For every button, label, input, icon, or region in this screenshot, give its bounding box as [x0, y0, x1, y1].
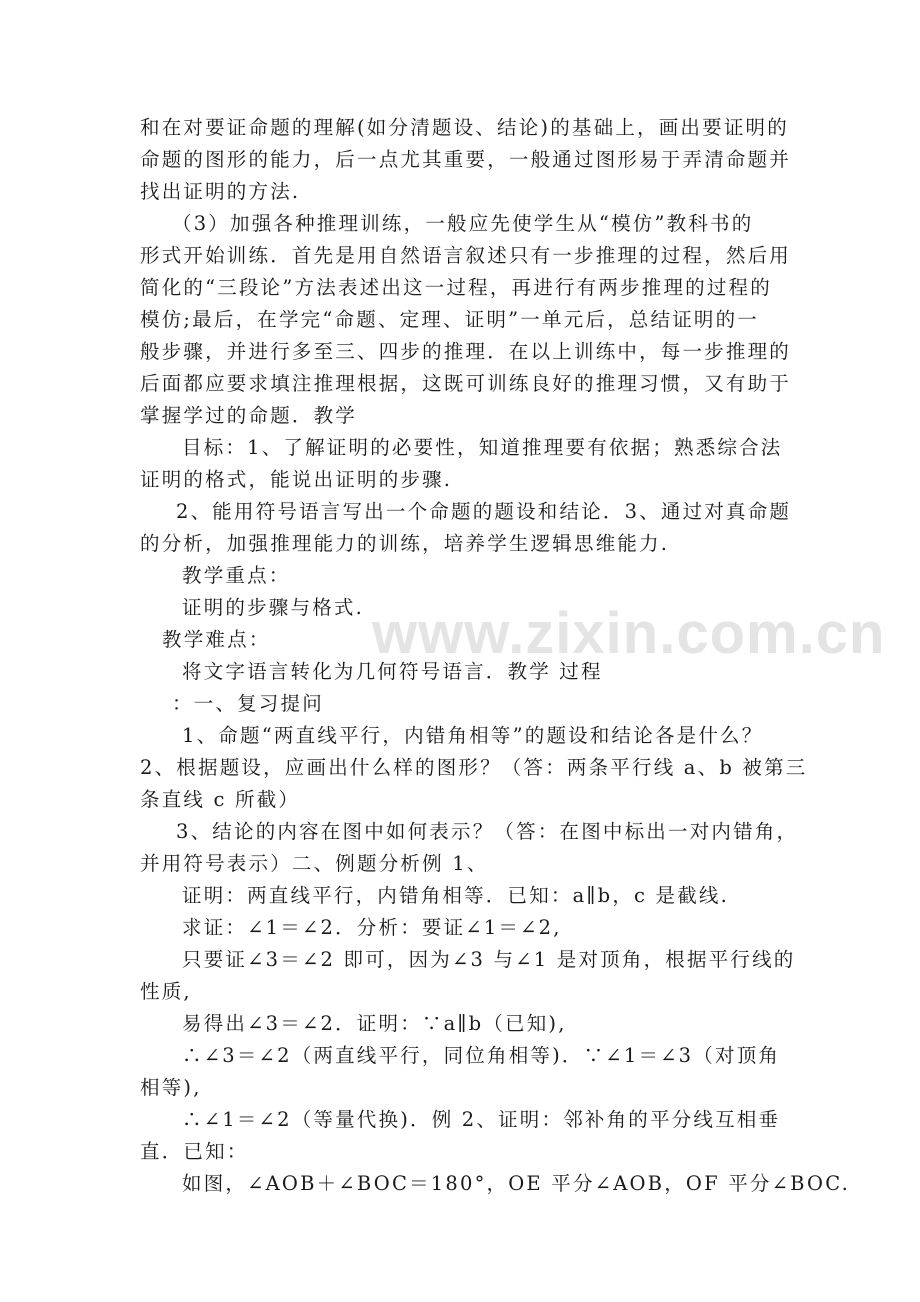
text-line: 的分析，加强推理能力的训练，培养学生逻辑思维能力.: [140, 532, 670, 555]
text-line: 简化的“三段论”方法表述出这一过程，再进行有两步推理的过程的: [140, 276, 772, 299]
text-line: 目标：1、了解证明的必要性，知道推理要有依据；熟悉综合法: [182, 436, 783, 459]
watermark: www.zixin.com.cn: [372, 601, 886, 666]
text-line: （3）加强各种推理训练，一般应先使学生从“模仿”教科书的: [172, 212, 754, 235]
text-line: 掌握学过的命题．教学: [140, 404, 358, 427]
text-line: 3、结论的内容在图中如何表示？（答：在图中标出一对内错角，: [176, 820, 799, 843]
text-line: 性质,: [140, 980, 192, 1003]
text-line: 命题的图形的能力，后一点尤其重要，一般通过图形易于弄清命题并: [140, 148, 792, 171]
text-line: 只要证∠3＝∠2 即可，因为∠3 与∠1 是对顶角，根据平行线的: [182, 948, 796, 971]
text-line: 证明的步骤与格式.: [182, 596, 364, 619]
text-line: 相等),: [140, 1076, 202, 1099]
text-line: ∴∠1＝∠2（等量代换)．例 2、证明：邻补角的平分线互相垂: [182, 1108, 781, 1131]
text-line: 1、命题“两直线平行，内错角相等”的题设和结论各是什么？: [182, 724, 764, 747]
text-line: ：一、复习提问: [172, 692, 324, 715]
text-line: 和在对要证命题的理解(如分清题设、结论)的基础上，画出要证明的: [140, 116, 789, 139]
text-line: 后面都应要求填注推理根据，这既可训练良好的推理习惯，又有助于: [140, 372, 792, 395]
text-line: 形式开始训练．首先是用自然语言叙述只有一步推理的过程，然后用: [140, 244, 792, 267]
text-line: 证明的格式，能说出证明的步骤.: [140, 468, 453, 491]
text-line: 条直线 c 所截）: [140, 788, 301, 811]
text-line: 2、根据题设，应画出什么样的图形？（答：两条平行线 a、b 被第三: [140, 756, 808, 779]
text-line: 易得出∠3＝∠2．证明：∵a∥b（已知),: [182, 1012, 567, 1035]
text-line: 将文字语言转化为几何符号语言．教学 过程: [182, 660, 603, 683]
text-line: 证明：两直线平行，内错角相等．已知：a∥b，c 是截线.: [182, 884, 730, 907]
text-line: 教学难点：: [162, 628, 271, 651]
text-line: 如图，∠AOB＋∠BOC＝180°，OE 平分∠AOB，OF 平分∠BOC.: [182, 1172, 851, 1195]
text-line: 直．已知：: [140, 1140, 249, 1163]
text-line: 2、能用符号语言写出一个命题的题设和结论．3、通过对真命题: [176, 500, 792, 523]
text-line: 找出证明的方法.: [140, 180, 301, 203]
text-line: 模仿;最后，在学完“命题、定理、证明”一单元后，总结证明的一: [140, 308, 760, 331]
text-line: 般步骤，并进行多至三、四步的推理．在以上训练中，每一步推理的: [140, 340, 792, 363]
text-line: 并用符号表示）二、例题分析例 1、: [140, 852, 489, 875]
text-line: ∴∠3＝∠2（两直线平行，同位角相等)．∵∠1＝∠3（对顶角: [182, 1044, 781, 1067]
text-line: 求证：∠1＝∠2．分析：要证∠1＝∠2,: [182, 916, 562, 939]
text-line: 教学重点：: [182, 564, 291, 587]
